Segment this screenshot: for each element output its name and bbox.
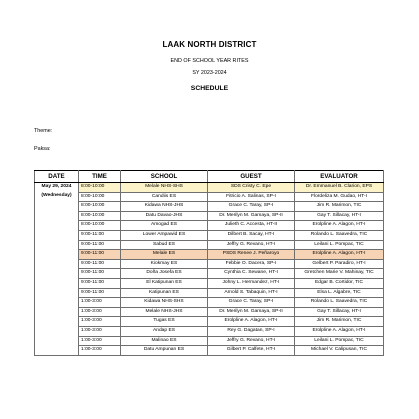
- table-row: [35, 288, 384, 298]
- guest-cell: Johny L. Hermandez, HT-I: [208, 278, 295, 288]
- event-title: END OF SCHOOL YEAR RITES: [170, 58, 249, 64]
- time-cell: 1:00-3:00: [79, 307, 121, 317]
- evaluator-cell: Leilani L. Pompac, TIC: [295, 336, 384, 346]
- guest-cell: Dr. Merilyn M. Gamaya, SP-II: [208, 211, 295, 221]
- evaluator-cell: Flordeliza M. Gudao, HT-I: [295, 192, 384, 202]
- guest-cell: SDS Cristy C. Epe: [208, 183, 295, 193]
- col-header-guest: GUEST: [208, 171, 295, 183]
- school-cell: Tugas ES: [121, 317, 208, 327]
- school-cell: Doña Josefa ES: [121, 269, 208, 279]
- time-cell: 1:00-3:00: [79, 298, 121, 308]
- theme-label: Theme:: [34, 128, 53, 134]
- time-cell: 8:00-10:00: [79, 211, 121, 221]
- school-cell: Lower Ampawid ES: [121, 230, 208, 240]
- evaluator-cell: Rolando L. Saavedra, TIC: [295, 298, 384, 308]
- evaluator-cell: Jim R. Marimon, TIC: [295, 202, 384, 212]
- guest-cell: Jeffry G. Revano, HT-I: [208, 240, 295, 250]
- table-row: [35, 202, 384, 212]
- evaluator-cell: Michael V. Calipusan, TIC: [295, 346, 384, 356]
- table-row: [35, 317, 384, 327]
- evaluator-cell: Leilani L. Pompac, TIC: [295, 240, 384, 250]
- time-cell: 8:00-10:00: [79, 183, 121, 193]
- school-cell: Kiokmay ES: [121, 259, 208, 269]
- guest-cell: Grace C. Taray, SP-I: [208, 298, 295, 308]
- guest-cell: Fitricio A. Salinas, SP-I: [208, 192, 295, 202]
- district-title: LAAK NORTH DISTRICT: [162, 40, 257, 49]
- time-cell: 1:00-3:00: [79, 336, 121, 346]
- table-row: [35, 269, 384, 279]
- school-cell: Melale NHS-SHS: [121, 183, 208, 193]
- table-row: [35, 346, 384, 356]
- table-row: [35, 250, 384, 260]
- evaluator-cell: Gelbert P. Paradiro, HT-I: [295, 259, 384, 269]
- school-cell: Candiis ES: [121, 192, 208, 202]
- guest-cell: Julieth C. Accesta, HT-II: [208, 221, 295, 231]
- school-cell: Datu Ampunan ES: [121, 346, 208, 356]
- weekday-text: (Wednesday): [41, 192, 72, 198]
- time-cell: 9:00-11:00: [79, 278, 121, 288]
- table-row: [35, 307, 384, 317]
- school-cell: Datu Davao-JHS: [121, 211, 208, 221]
- schedule-heading: SCHEDULE: [190, 85, 229, 92]
- evaluator-cell: Elsa L. Algabre, TIC: [295, 288, 384, 298]
- schedule-table: [34, 170, 384, 356]
- table-row: [35, 183, 384, 193]
- school-cell: Melale NHS-JHS: [121, 307, 208, 317]
- time-cell: 1:00-3:00: [79, 346, 121, 356]
- guest-cell: Dilbert B. Sacay, HT-I: [208, 230, 295, 240]
- table-row: [35, 336, 384, 346]
- guest-cell: Dr. Merilyn M. Gamaya, SP-II: [208, 307, 295, 317]
- guest-cell: Arnold S. Tabaquin, HT-I: [208, 288, 295, 298]
- table-row: [35, 278, 384, 288]
- school-cell: Sabud ES: [121, 240, 208, 250]
- time-cell: 9:00-11:00: [79, 259, 121, 269]
- guest-cell: Cynthia C. Sewane, HT-I: [208, 269, 295, 279]
- time-cell: 8:00-10:00: [79, 202, 121, 212]
- time-cell: 9:00-11:00: [79, 240, 121, 250]
- col-header-date: DATE: [35, 171, 79, 183]
- time-cell: 9:00-11:00: [79, 250, 121, 260]
- school-cell: Andap ES: [121, 326, 208, 336]
- school-cell: Katipunan ES: [121, 288, 208, 298]
- time-cell: 9:00-11:00: [79, 230, 121, 240]
- table-row: [35, 211, 384, 221]
- table-row: [35, 259, 384, 269]
- school-cell: Kidawa NHS-SHS: [121, 298, 208, 308]
- school-cell: Kidawa NHS-JHS: [121, 202, 208, 212]
- evaluator-cell: Erolpline A. Alagon, HT-I: [295, 326, 384, 336]
- table-row: [35, 298, 384, 308]
- guest-cell: Rey G. Dagatan, SP-I: [208, 326, 295, 336]
- paksa-label: Paksa:: [34, 146, 51, 152]
- guest-cell: PSDS Renee J. Peñaroyo: [208, 250, 295, 260]
- table-row: [35, 230, 384, 240]
- table-row: [35, 326, 384, 336]
- table-header-row: [35, 171, 384, 183]
- evaluator-cell: Gay T. Sillacay, HT-I: [295, 307, 384, 317]
- guest-cell: Erolpline A. Alagon, HT-I: [208, 317, 295, 327]
- col-header-school: SCHOOL: [121, 171, 208, 183]
- col-header-evaluator: EVALUATOR: [295, 171, 384, 183]
- guest-cell: Grace C. Taray, SP-I: [208, 202, 295, 212]
- guest-cell: Jeffry G. Revano, HT-I: [208, 336, 295, 346]
- school-cell: El Katipunan ES: [121, 278, 208, 288]
- time-cell: 9:00-11:00: [79, 288, 121, 298]
- table-row: [35, 240, 384, 250]
- date-text: May 29, 2024: [41, 184, 72, 189]
- evaluator-cell: Gretchen Marie V. Mahinay, TIC: [295, 269, 384, 279]
- date-cell: [35, 183, 79, 356]
- evaluator-cell: Edgar B. Cortidor, TIC: [295, 278, 384, 288]
- document-header: [0, 40, 419, 92]
- evaluator-cell: Erolpline A. Alagon, HT-I: [295, 250, 384, 260]
- guest-cell: Gilbert P. Calfete, HT-I: [208, 346, 295, 356]
- school-cell: Amogad ES: [121, 221, 208, 231]
- school-cell: Malinao ES: [121, 336, 208, 346]
- evaluator-cell: Rolando L. Saavedra, TIC: [295, 230, 384, 240]
- time-cell: 1:00-3:00: [79, 317, 121, 327]
- school-cell: Melale ES: [121, 250, 208, 260]
- school-year: SY 2023-2024: [192, 70, 227, 76]
- table-row: [35, 192, 384, 202]
- evaluator-cell: Dr. Emmanuel B. Clarion, EPS: [295, 183, 384, 193]
- evaluator-cell: Jim R. Marimon, TIC: [295, 317, 384, 327]
- guest-cell: Febbie O. Dacera, SP-I: [208, 259, 295, 269]
- col-header-time: TIME: [79, 171, 121, 183]
- evaluator-cell: Gay T. Sillacay, HT-I: [295, 211, 384, 221]
- time-cell: 8:00-10:00: [79, 192, 121, 202]
- table-row: [35, 221, 384, 231]
- time-cell: 8:00-10:00: [79, 221, 121, 231]
- time-cell: 9:00-11:00: [79, 269, 121, 279]
- time-cell: 1:00-3:00: [79, 326, 121, 336]
- table-body: [35, 183, 384, 356]
- evaluator-cell: Erolpline A. Alagon, HT-I: [295, 221, 384, 231]
